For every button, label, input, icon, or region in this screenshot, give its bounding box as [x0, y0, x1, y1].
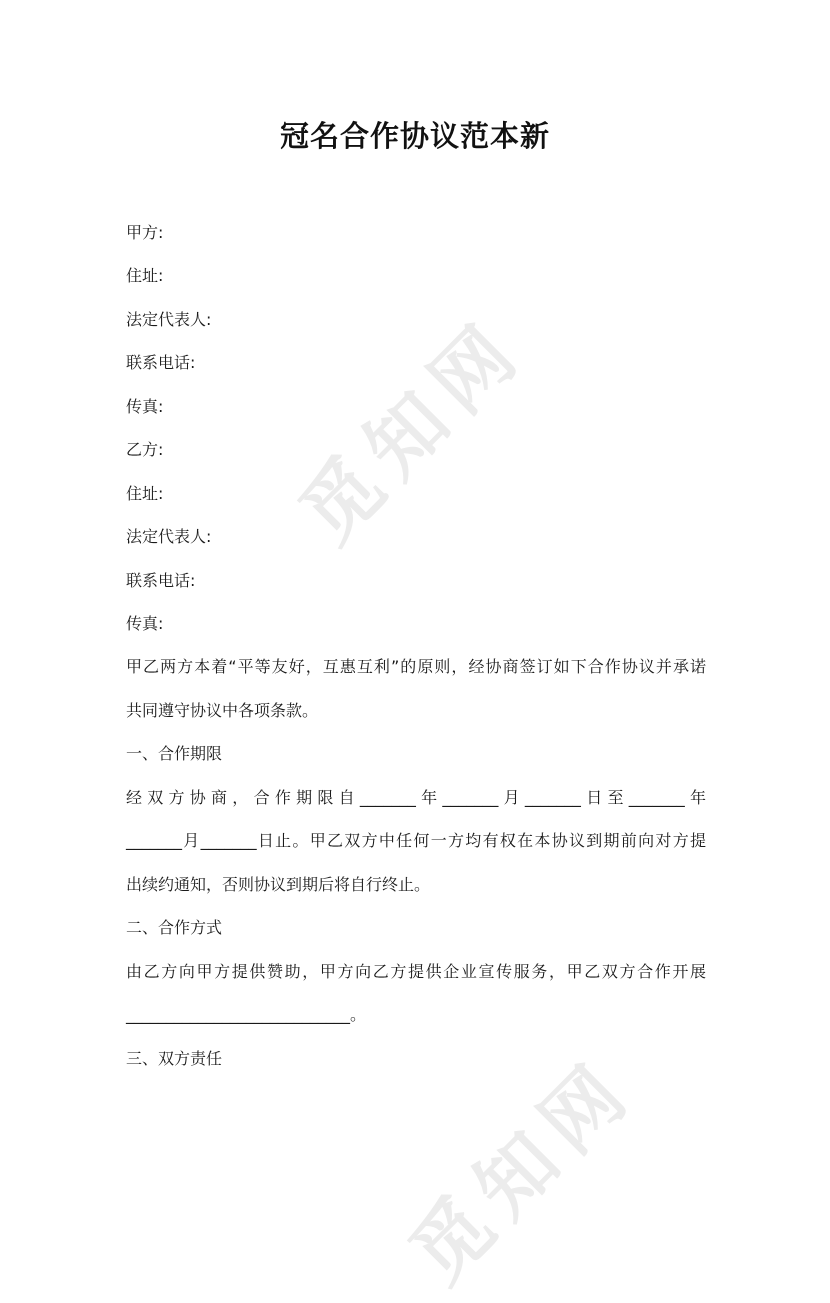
- section-1-line-3: 出续约通知，否则协议到期后将自行终止。: [126, 875, 431, 894]
- watermark: 觅知网: [392, 1040, 653, 1301]
- party-b-address: 住址:: [126, 484, 164, 503]
- party-b-legal-rep: 法定代表人:: [126, 527, 212, 546]
- party-b-fax: 传真:: [126, 614, 164, 633]
- section-1-heading: 一、合作期限: [126, 744, 223, 763]
- party-a-legal-rep: 法定代表人:: [126, 310, 212, 329]
- party-a-address: 住址:: [126, 266, 164, 285]
- party-a-fax: 传真:: [126, 397, 164, 416]
- section-2-heading: 二、合作方式: [126, 918, 223, 937]
- watermark: 觅知网: [282, 300, 543, 561]
- section-1-line-2: _______月_______日止。甲乙双方中任何一方均有权在本协议到期前向对方提: [126, 831, 706, 850]
- party-b-label: 乙方:: [126, 440, 164, 459]
- preamble-line-2: 共同遵守协议中各项条款。: [126, 701, 319, 720]
- section-3-heading: 三、双方责任: [126, 1049, 223, 1068]
- document-title: 冠名合作协议范本新: [279, 119, 550, 153]
- party-b-phone: 联系电话:: [126, 571, 196, 590]
- preamble-line-1: 甲乙两方本着“平等友好，互惠互利”的原则，经协商签订如下合作协议并承诺: [126, 657, 706, 676]
- section-1-line-1: 经双方协商，合作期限自_______年_______月_______日至_______年: [126, 788, 706, 807]
- section-2-line-1: 由乙方向甲方提供赞助，甲方向乙方提供企业宣传服务，甲乙双方合作开展: [126, 962, 706, 981]
- section-2-line-2: ____________________________。: [126, 1005, 367, 1024]
- party-a-phone: 联系电话:: [126, 353, 196, 372]
- party-a-label: 甲方:: [126, 223, 164, 242]
